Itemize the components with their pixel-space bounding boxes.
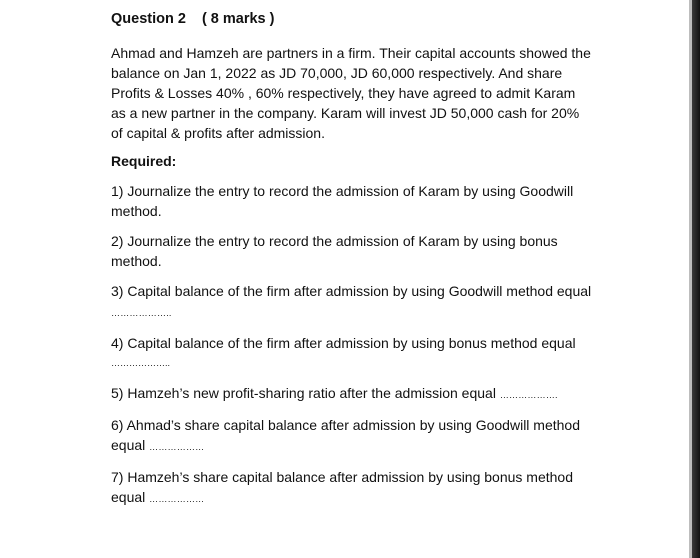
question-intro: Ahmad and Hamzeh are partners in a firm. Their capital accounts showed the balance on Jan 1, 2022 as JD 70,000, JD 60,000 respectively. And share Profits & Losses 40% , 60% respectively, they have agreed to admit Karam as a new partner in the company. Karam will invest JD 50,000 cash for 20% of capital & profits after admission. [111, 45, 591, 141]
required-item-3 [111, 281, 596, 323]
answer-blank: ……………… [149, 442, 205, 452]
required-item-1-text: 1) Journalize the entry to record the admission of Karam by using Goodwill method. [111, 183, 574, 219]
required-item-6 [111, 415, 596, 457]
required-item-5 [111, 383, 591, 405]
required-label: Required: [111, 153, 177, 169]
answer-blank: ………………. [499, 390, 558, 400]
required-item-6-text: 6) Ahmad’s share capital balance after admission by using Goodwill method equal [111, 417, 580, 453]
required-item-5-text: 5) Hamzeh’s new profit-sharing ratio after the admission equal [111, 385, 496, 401]
page-edge [692, 0, 700, 558]
answer-blank: ……………….. [111, 308, 172, 318]
question-heading [111, 9, 671, 29]
required-item-7-text: 7) Hamzeh’s share capital balance after admission by using bonus method equal [111, 469, 573, 505]
question-number: Question 2 [111, 11, 186, 27]
question-content [111, 9, 671, 519]
required-item-1 [111, 181, 596, 221]
required-item-4 [111, 333, 596, 373]
question-marks: ( 8 marks ) [201, 11, 275, 27]
required-item-3-text: 3) Capital balance of the firm after admission by using Goodwill method equal [111, 283, 592, 299]
required-item-2-text: 2) Journalize the entry to record the admission of Karam by using bonus method. [111, 233, 558, 269]
required-item-2 [111, 231, 596, 271]
answer-blank: ……………… [149, 494, 205, 504]
required-item-7 [111, 467, 596, 509]
required-item-4-text: 4) Capital balance of the firm after admission by using bonus method equal [111, 335, 576, 351]
answer-blank: ……………….. [111, 358, 171, 368]
